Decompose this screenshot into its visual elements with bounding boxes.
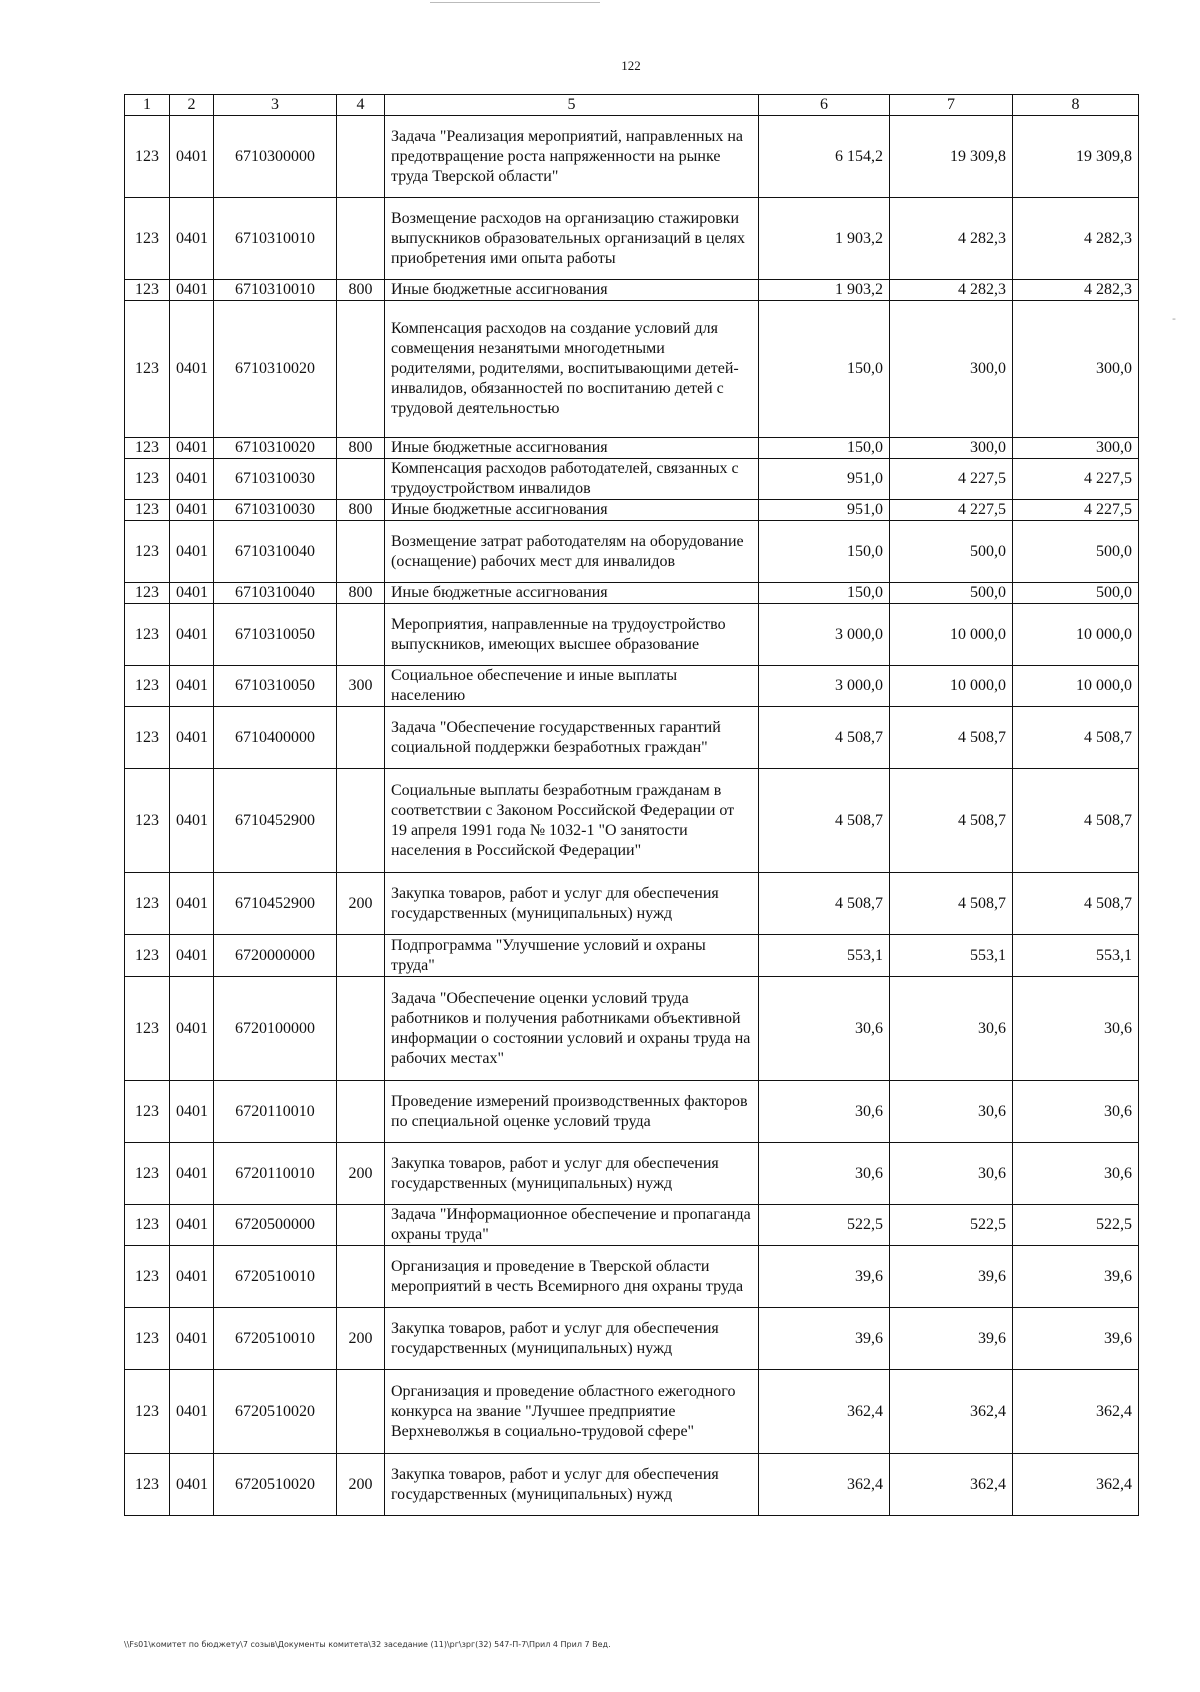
cell-col-8: 500,0 [1013, 583, 1139, 604]
cell-col-7: 39,6 [890, 1308, 1013, 1370]
cell-col-5: Социальное обеспечение и иные выплаты населению [385, 666, 759, 707]
cell-col-5: Проведение измерений производственных факторов по специальной оценке условий труда [385, 1081, 759, 1143]
cell-col-1: 123 [125, 198, 170, 280]
table-body [125, 116, 1139, 1516]
cell-col-3: 6720500000 [214, 1205, 337, 1246]
cell-col-7: 30,6 [890, 1143, 1013, 1205]
cell-col-3: 6720110010 [214, 1143, 337, 1205]
cell-col-7: 4 227,5 [890, 459, 1013, 500]
cell-col-1: 123 [125, 280, 170, 301]
column-header: 1 [125, 95, 170, 116]
cell-col-4 [337, 769, 385, 873]
cell-col-6: 30,6 [759, 977, 890, 1081]
table-row [125, 1143, 1139, 1205]
cell-col-8: 10 000,0 [1013, 666, 1139, 707]
cell-col-4 [337, 1370, 385, 1454]
scan-artifact-line [430, 2, 600, 3]
cell-col-3: 6710310040 [214, 583, 337, 604]
cell-col-8: 4 508,7 [1013, 873, 1139, 935]
cell-col-5: Задача "Обеспечение оценки условий труда работников и получения работниками объективной информации о состоянии условий и охраны труда на рабочих местах" [385, 977, 759, 1081]
table-row [125, 1205, 1139, 1246]
cell-col-8: 39,6 [1013, 1308, 1139, 1370]
cell-col-7: 500,0 [890, 583, 1013, 604]
table-row [125, 769, 1139, 873]
cell-col-2: 0401 [170, 1143, 214, 1205]
cell-col-3: 6710452900 [214, 873, 337, 935]
cell-col-5: Закупка товаров, работ и услуг для обеспечения государственных (муниципальных) нужд [385, 1143, 759, 1205]
cell-col-7: 4 282,3 [890, 198, 1013, 280]
cell-col-6: 39,6 [759, 1308, 890, 1370]
table-row [125, 604, 1139, 666]
cell-col-2: 0401 [170, 1205, 214, 1246]
cell-col-6: 553,1 [759, 935, 890, 977]
cell-col-6: 3 000,0 [759, 604, 890, 666]
cell-col-2: 0401 [170, 666, 214, 707]
cell-col-8: 300,0 [1013, 301, 1139, 438]
table-row [125, 1081, 1139, 1143]
cell-col-6: 362,4 [759, 1370, 890, 1454]
cell-col-2: 0401 [170, 1308, 214, 1370]
table-row [125, 500, 1139, 521]
cell-col-1: 123 [125, 521, 170, 583]
cell-col-3: 6710300000 [214, 116, 337, 198]
table-row [125, 521, 1139, 583]
cell-col-8: 10 000,0 [1013, 604, 1139, 666]
cell-col-3: 6720100000 [214, 977, 337, 1081]
cell-col-5: Социальные выплаты безработным гражданам в соответствии с Законом Российской Федерации от 19 апреля 1991 года № 1032-1 "О занятости населения в Российской Федерации" [385, 769, 759, 873]
cell-col-4: 800 [337, 438, 385, 459]
cell-col-7: 4 508,7 [890, 707, 1013, 769]
cell-col-3: 6710310050 [214, 666, 337, 707]
cell-col-8: 553,1 [1013, 935, 1139, 977]
cell-col-2: 0401 [170, 521, 214, 583]
cell-col-7: 4 508,7 [890, 769, 1013, 873]
table-row [125, 116, 1139, 198]
cell-col-5: Закупка товаров, работ и услуг для обеспечения государственных (муниципальных) нужд [385, 1308, 759, 1370]
cell-col-7: 4 227,5 [890, 500, 1013, 521]
cell-col-4 [337, 459, 385, 500]
cell-col-1: 123 [125, 438, 170, 459]
cell-col-7: 10 000,0 [890, 666, 1013, 707]
cell-col-1: 123 [125, 1370, 170, 1454]
cell-col-2: 0401 [170, 198, 214, 280]
cell-col-5: Компенсация расходов работодателей, связанных с трудоустройством инвалидов [385, 459, 759, 500]
cell-col-4 [337, 1246, 385, 1308]
table-row [125, 1370, 1139, 1454]
cell-col-7: 522,5 [890, 1205, 1013, 1246]
cell-col-2: 0401 [170, 280, 214, 301]
cell-col-1: 123 [125, 873, 170, 935]
table-row [125, 438, 1139, 459]
column-header: 2 [170, 95, 214, 116]
cell-col-1: 123 [125, 583, 170, 604]
cell-col-2: 0401 [170, 438, 214, 459]
cell-col-6: 150,0 [759, 438, 890, 459]
cell-col-5: Организация и проведение в Тверской области мероприятий в честь Всемирного дня охраны труда [385, 1246, 759, 1308]
cell-col-3: 6720110010 [214, 1081, 337, 1143]
table-row [125, 873, 1139, 935]
cell-col-2: 0401 [170, 1454, 214, 1516]
cell-col-7: 4 282,3 [890, 280, 1013, 301]
cell-col-2: 0401 [170, 1370, 214, 1454]
cell-col-5: Мероприятия, направленные на трудоустройство выпускников, имеющих высшее образование [385, 604, 759, 666]
cell-col-2: 0401 [170, 977, 214, 1081]
cell-col-8: 4 508,7 [1013, 707, 1139, 769]
cell-col-6: 362,4 [759, 1454, 890, 1516]
cell-col-6: 150,0 [759, 301, 890, 438]
cell-col-2: 0401 [170, 873, 214, 935]
cell-col-3: 6710310040 [214, 521, 337, 583]
cell-col-4 [337, 198, 385, 280]
cell-col-4 [337, 301, 385, 438]
cell-col-7: 300,0 [890, 438, 1013, 459]
cell-col-1: 123 [125, 707, 170, 769]
cell-col-1: 123 [125, 1081, 170, 1143]
cell-col-4: 200 [337, 1308, 385, 1370]
cell-col-8: 4 508,7 [1013, 769, 1139, 873]
cell-col-4: 200 [337, 1143, 385, 1205]
cell-col-3: 6710310010 [214, 198, 337, 280]
cell-col-6: 30,6 [759, 1143, 890, 1205]
cell-col-6: 30,6 [759, 1081, 890, 1143]
table-row [125, 977, 1139, 1081]
cell-col-4 [337, 935, 385, 977]
cell-col-5: Компенсация расходов на создание условий для совмещения незанятыми многодетными родителями, родителями, воспитывающими детей-инвалидов, обязанностей по воспитанию детей с трудовой деятельностью [385, 301, 759, 438]
cell-col-5: Иные бюджетные ассигнования [385, 500, 759, 521]
page-number: 122 [621, 58, 641, 73]
cell-col-4: 800 [337, 500, 385, 521]
cell-col-1: 123 [125, 301, 170, 438]
cell-col-6: 6 154,2 [759, 116, 890, 198]
cell-col-8: 4 282,3 [1013, 280, 1139, 301]
cell-col-4 [337, 707, 385, 769]
cell-col-8: 39,6 [1013, 1246, 1139, 1308]
cell-col-3: 6710310030 [214, 459, 337, 500]
cell-col-8: 30,6 [1013, 1081, 1139, 1143]
cell-col-2: 0401 [170, 1081, 214, 1143]
cell-col-2: 0401 [170, 583, 214, 604]
cell-col-1: 123 [125, 1205, 170, 1246]
cell-col-8: 4 227,5 [1013, 500, 1139, 521]
cell-col-8: 30,6 [1013, 977, 1139, 1081]
cell-col-6: 951,0 [759, 459, 890, 500]
cell-col-5: Иные бюджетные ассигнования [385, 438, 759, 459]
cell-col-4 [337, 521, 385, 583]
cell-col-6: 522,5 [759, 1205, 890, 1246]
cell-col-7: 4 508,7 [890, 873, 1013, 935]
cell-col-1: 123 [125, 1246, 170, 1308]
cell-col-8: 30,6 [1013, 1143, 1139, 1205]
budget-table [124, 94, 1139, 1516]
cell-col-7: 39,6 [890, 1246, 1013, 1308]
cell-col-5: Иные бюджетные ассигнования [385, 583, 759, 604]
column-header: 7 [890, 95, 1013, 116]
cell-col-7: 362,4 [890, 1454, 1013, 1516]
cell-col-7: 553,1 [890, 935, 1013, 977]
cell-col-6: 150,0 [759, 583, 890, 604]
cell-col-7: 362,4 [890, 1370, 1013, 1454]
cell-col-5: Возмещение расходов на организацию стажировки выпускников образовательных организаций в целях приобретения ими опыта работы [385, 198, 759, 280]
cell-col-7: 10 000,0 [890, 604, 1013, 666]
table-row [125, 1308, 1139, 1370]
cell-col-1: 123 [125, 769, 170, 873]
cell-col-5: Подпрограмма "Улучшение условий и охраны труда" [385, 935, 759, 977]
cell-col-5: Задача "Информационное обеспечение и пропаганда охраны труда" [385, 1205, 759, 1246]
cell-col-7: 500,0 [890, 521, 1013, 583]
cell-col-8: 500,0 [1013, 521, 1139, 583]
cell-col-2: 0401 [170, 116, 214, 198]
scan-mark: - [1172, 312, 1176, 325]
cell-col-5: Задача "Реализация мероприятий, направленных на предотвращение роста напряженности на рынке труда Тверской области" [385, 116, 759, 198]
cell-col-2: 0401 [170, 935, 214, 977]
cell-col-6: 39,6 [759, 1246, 890, 1308]
cell-col-6: 1 903,2 [759, 280, 890, 301]
footer-file-path: \\Fs01\комитет по бюджету\7 созыв\Документы комитета\32 заседание (11)\рг\зрг(32) 547-П-7\Прил 4 Прил 7 Вед. [124, 1640, 611, 1649]
cell-col-6: 4 508,7 [759, 707, 890, 769]
table-row [125, 935, 1139, 977]
cell-col-1: 123 [125, 1143, 170, 1205]
column-header: 3 [214, 95, 337, 116]
cell-col-1: 123 [125, 1454, 170, 1516]
cell-col-8: 300,0 [1013, 438, 1139, 459]
cell-col-6: 951,0 [759, 500, 890, 521]
table-row [125, 707, 1139, 769]
cell-col-6: 4 508,7 [759, 769, 890, 873]
cell-col-4: 800 [337, 583, 385, 604]
column-header: 8 [1013, 95, 1139, 116]
cell-col-4 [337, 977, 385, 1081]
cell-col-3: 6710310050 [214, 604, 337, 666]
cell-col-1: 123 [125, 977, 170, 1081]
cell-col-4: 300 [337, 666, 385, 707]
cell-col-2: 0401 [170, 707, 214, 769]
column-number-row [125, 95, 1139, 116]
cell-col-3: 6710310010 [214, 280, 337, 301]
cell-col-3: 6710310030 [214, 500, 337, 521]
cell-col-1: 123 [125, 500, 170, 521]
cell-col-8: 522,5 [1013, 1205, 1139, 1246]
cell-col-5: Возмещение затрат работодателям на оборудование (оснащение) рабочих мест для инвалидов [385, 521, 759, 583]
table-row [125, 280, 1139, 301]
cell-col-1: 123 [125, 604, 170, 666]
table-row [125, 198, 1139, 280]
cell-col-1: 123 [125, 116, 170, 198]
table-row [125, 1454, 1139, 1516]
table-row [125, 666, 1139, 707]
cell-col-4 [337, 604, 385, 666]
cell-col-6: 4 508,7 [759, 873, 890, 935]
cell-col-2: 0401 [170, 1246, 214, 1308]
table-row [125, 301, 1139, 438]
cell-col-5: Организация и проведение областного ежегодного конкурса на звание "Лучшее предприятие Верхневолжья в социально-трудовой сфере" [385, 1370, 759, 1454]
table-row [125, 459, 1139, 500]
cell-col-1: 123 [125, 1308, 170, 1370]
cell-col-5: Иные бюджетные ассигнования [385, 280, 759, 301]
cell-col-4 [337, 1081, 385, 1143]
cell-col-3: 6720510010 [214, 1308, 337, 1370]
cell-col-3: 6720510020 [214, 1370, 337, 1454]
cell-col-3: 6720000000 [214, 935, 337, 977]
cell-col-4: 200 [337, 873, 385, 935]
cell-col-6: 1 903,2 [759, 198, 890, 280]
table-row [125, 583, 1139, 604]
cell-col-2: 0401 [170, 500, 214, 521]
cell-col-3: 6710310020 [214, 438, 337, 459]
cell-col-2: 0401 [170, 301, 214, 438]
cell-col-4: 200 [337, 1454, 385, 1516]
cell-col-1: 123 [125, 935, 170, 977]
cell-col-8: 4 227,5 [1013, 459, 1139, 500]
cell-col-7: 30,6 [890, 977, 1013, 1081]
cell-col-8: 4 282,3 [1013, 198, 1139, 280]
table-row [125, 1246, 1139, 1308]
column-header: 5 [385, 95, 759, 116]
cell-col-5: Закупка товаров, работ и услуг для обеспечения государственных (муниципальных) нужд [385, 873, 759, 935]
cell-col-3: 6720510010 [214, 1246, 337, 1308]
cell-col-1: 123 [125, 459, 170, 500]
cell-col-4 [337, 116, 385, 198]
cell-col-3: 6710452900 [214, 769, 337, 873]
cell-col-5: Задача "Обеспечение государственных гарантий социальной поддержки безработных граждан" [385, 707, 759, 769]
cell-col-7: 30,6 [890, 1081, 1013, 1143]
cell-col-3: 6710310020 [214, 301, 337, 438]
cell-col-6: 150,0 [759, 521, 890, 583]
cell-col-8: 19 309,8 [1013, 116, 1139, 198]
cell-col-5: Закупка товаров, работ и услуг для обеспечения государственных (муниципальных) нужд [385, 1454, 759, 1516]
cell-col-6: 3 000,0 [759, 666, 890, 707]
column-header: 6 [759, 95, 890, 116]
cell-col-2: 0401 [170, 459, 214, 500]
cell-col-7: 19 309,8 [890, 116, 1013, 198]
cell-col-2: 0401 [170, 769, 214, 873]
cell-col-3: 6710400000 [214, 707, 337, 769]
cell-col-2: 0401 [170, 604, 214, 666]
cell-col-1: 123 [125, 666, 170, 707]
cell-col-8: 362,4 [1013, 1370, 1139, 1454]
cell-col-8: 362,4 [1013, 1454, 1139, 1516]
cell-col-3: 6720510020 [214, 1454, 337, 1516]
cell-col-7: 300,0 [890, 301, 1013, 438]
cell-col-4: 800 [337, 280, 385, 301]
cell-col-4 [337, 1205, 385, 1246]
column-header: 4 [337, 95, 385, 116]
